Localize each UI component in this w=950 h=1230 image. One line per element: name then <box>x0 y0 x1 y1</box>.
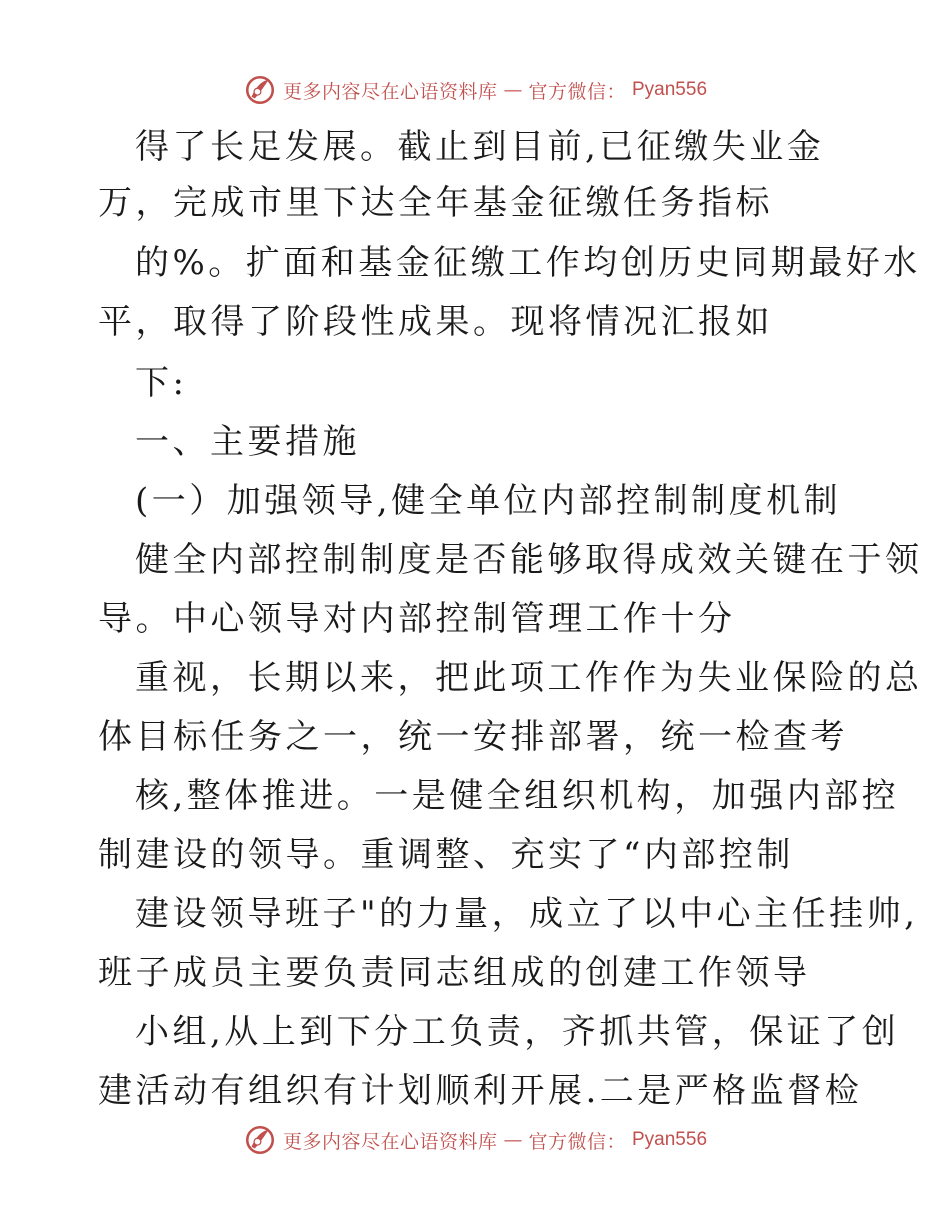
text-line-1: 得了长足发展。截止到目前,已征缴失业金 <box>135 127 825 167</box>
header-watermark <box>0 70 950 110</box>
watermark-separator: — <box>503 1129 523 1151</box>
text-line-9: 导。中心领导对内部控制管理工作十分 <box>98 599 736 639</box>
text-line-10: 重视，长期以来，把此项工作作为失业保险的总 <box>135 658 923 698</box>
text-line-17: 建活动有组织有计划顺利开展.二是严格监督检 <box>98 1071 863 1111</box>
text-line-14: 建设领导班子"的力量，成立了以中心主任挂帅, <box>135 894 919 934</box>
text-line-12: 核,整体推进。一是健全组织机构，加强内部控 <box>135 776 900 816</box>
watermark-brand-text: 更多内容尽在心语资料库 <box>282 80 498 103</box>
text-line-5: 下: <box>135 363 188 403</box>
watermark-wechat-label: 官方微信： <box>528 80 626 103</box>
text-line-11: 体目标任务之一，统一安排部署，统一检查考 <box>98 717 848 757</box>
footer-watermark <box>0 1120 950 1160</box>
text-line-13: 制建设的领导。重调整、充实了“内部控制 <box>98 835 794 875</box>
subsection-heading: (一）加强领导,健全单位内部控制制度机制 <box>135 481 842 521</box>
brand-logo-icon <box>243 73 277 107</box>
watermark-separator: — <box>503 79 523 101</box>
text-line-4: 平，取得了阶段性成果。现将情况汇报如 <box>98 302 773 342</box>
watermark-brand-text: 更多内容尽在心语资料库 <box>282 1130 498 1153</box>
text-line-3: 的%。扩面和基金征缴工作均创历史同期最好水 <box>135 243 921 283</box>
watermark-wechat-label: 官方微信： <box>528 1130 626 1153</box>
text-line-16: 小组,从上到下分工负责，齐抓共管，保证了创 <box>135 1012 900 1052</box>
watermark-wechat-id: Pyan556 <box>632 1129 708 1150</box>
text-line-15: 班子成员主要负责同志组成的创建工作领导 <box>98 953 811 993</box>
section-heading: 一、主要措施 <box>135 422 360 462</box>
text-line-8: 健全内部控制制度是否能够取得成效关键在于领 <box>135 540 923 580</box>
text-line-2: 万，完成市里下达全年基金征缴任务指标 <box>98 183 773 223</box>
brand-logo-icon <box>243 1123 277 1157</box>
watermark-wechat-id: Pyan556 <box>632 79 708 100</box>
